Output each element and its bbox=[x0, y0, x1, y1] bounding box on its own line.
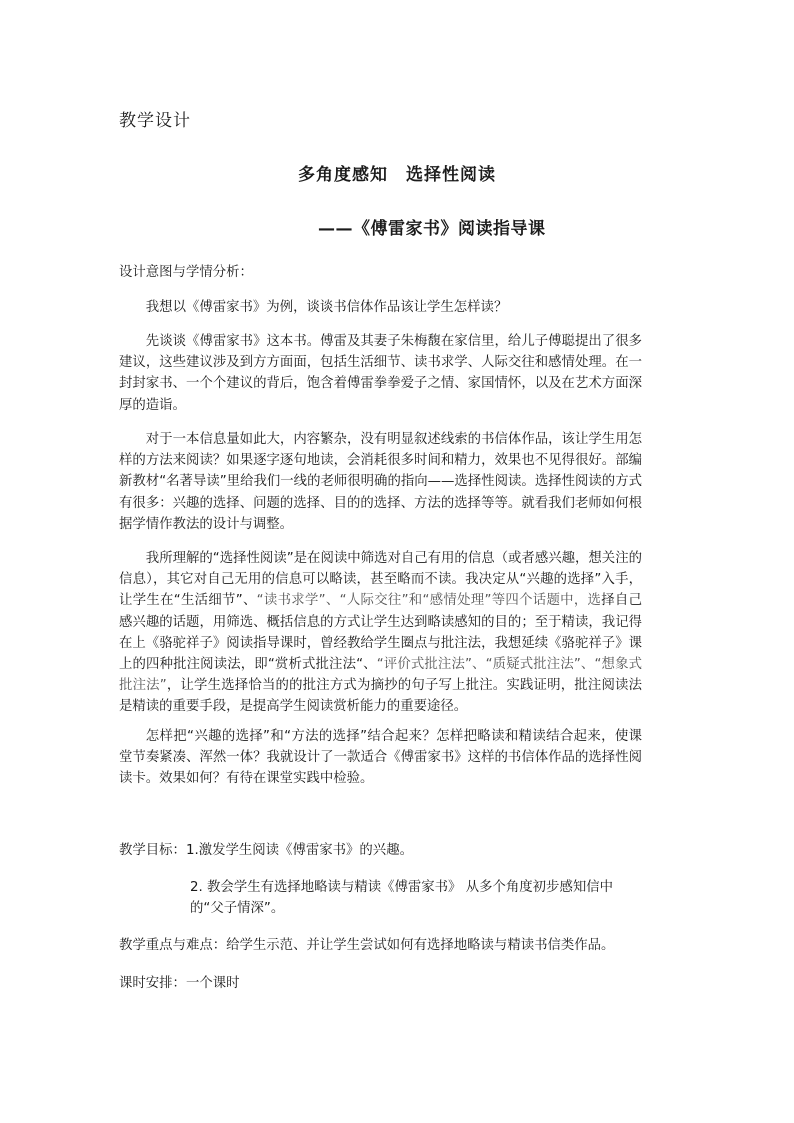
intent-paragraph-3: 对于一本信息量如此大，内容繁杂，没有明显叙述线索的书信体作品，该让学生用怎样的方法来阅读？如果逐字逐句地读，会消耗很多时间和精力，效果也不见得很好。部编新教材“名著导读”里给我们一线的老师很明确的指向——选择性阅读。选择性阅读的方式有很多：兴趣的选择、问题的选择、目的的选择、方法的选择等等。就看我们老师如何根据学情作教法的设计与调整。 bbox=[119, 432, 642, 532]
intent-paragraph-2: 先谈谈《傅雷家书》这本书。傅雷及其妻子朱梅馥在家信里，给儿子傅聪提出了很多建议，这些建议涉及到方方面面，包括生活细节、读书求学、人际交往和感情处理。在一封封家书、一个个建议的背后，饱含着傅雷拳拳爱子之情、家国情怀，以及在艺术方面深厚的造诣。 bbox=[119, 334, 642, 413]
title-part-2: 选择性阅读 bbox=[406, 165, 496, 185]
intent-paragraph-4 bbox=[119, 548, 642, 718]
key-points-text: 给学生示范、并让学生尝试如何有选择地略读与精读书信类作品。 bbox=[226, 938, 615, 953]
intent-heading: 设计意图与学情分析： bbox=[119, 265, 253, 280]
document-subtitle: ——《傅雷家书》阅读指导课 bbox=[318, 219, 546, 239]
title-part-1: 多角度感知 bbox=[298, 165, 388, 185]
objectives-line bbox=[119, 840, 659, 861]
schedule-text: 一个课时 bbox=[185, 976, 240, 991]
objective-item-1: 1.激发学生阅读《傅雷家书》的兴趣。 bbox=[185, 843, 413, 858]
p4-quoted-methods: “评价式批注法”、“质疑式批注法”、“想象式批注法” bbox=[119, 657, 642, 694]
intent-section-p5 bbox=[119, 726, 642, 790]
objectives-heading: 教学目标： bbox=[119, 843, 186, 858]
schedule-heading: 课时安排： bbox=[119, 976, 186, 991]
document-label: 教学设计 bbox=[119, 111, 191, 131]
intent-paragraph-5: 怎样把“兴趣的选择”和“方法的选择”结合起来？怎样把略读和精读结合起来，使课堂节奏紧凑、浑然一体？我就设计了一款适合《傅雷家书》这样的书信体作品的选择性阅读卡。效果如何？有待在课堂实践中检验。 bbox=[119, 729, 642, 787]
intent-section bbox=[119, 297, 642, 318]
intent-paragraph-1: 我想以《傅雷家书》为例，谈谈书信体作品该让学生怎样读？ bbox=[145, 300, 508, 315]
intent-section-p3 bbox=[119, 429, 642, 535]
key-points-line bbox=[119, 935, 659, 956]
p4-quoted-topics: “读书求学”、“人际交往”和“感情处理”等四个话题中，选 bbox=[256, 593, 602, 609]
schedule-line bbox=[119, 973, 659, 994]
document-title bbox=[0, 160, 794, 185]
p4-text-c: ，让学生选择恰当的的批注方式为摘抄的句子写上批注。实践证明，批注阅读法是精读的重要手段，是提高学生阅读赏析能力的重要途径。 bbox=[119, 678, 643, 715]
intent-section-p2 bbox=[119, 331, 642, 416]
p4-text-b: 择自己感兴趣的话题，用筛选、概括信息的方式让学生达到略读感知的目的；至于精读，我记得在上《骆驼祥子》阅读指导课时，曾经教给学生圈点与批注法，我想延续《骆驼祥子》课上的四种批注阅读法，即“赏析式批注法“、 bbox=[119, 593, 643, 673]
intent-section-p4 bbox=[119, 548, 642, 718]
key-points-heading: 教学重点与难点： bbox=[119, 938, 227, 953]
p4-text-a: 我所理解的“选择性阅读”是在阅读中筛选对自己有用的信息（或者感兴趣，想关注的信息），其它对自己无用的信息可以略读，甚至略而不读。我决定从“兴趣的选择”入手，让学生在“生活细节”、 bbox=[119, 551, 642, 609]
objective-item-2: 2. 教会学生有选择地略读与精读《傅雷家书》 从多个角度初步感知信中的“父子情深”。 bbox=[190, 880, 614, 917]
